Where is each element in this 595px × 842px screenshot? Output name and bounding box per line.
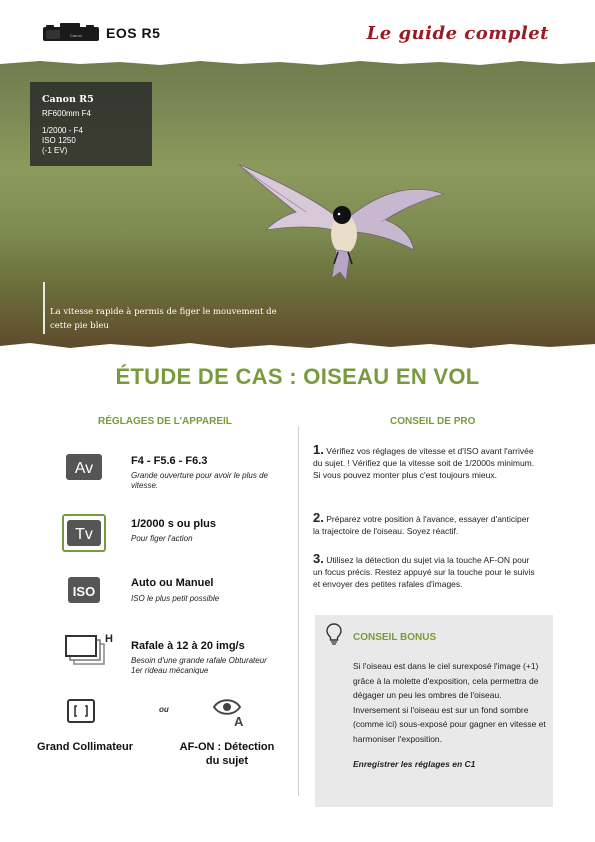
exif-line: 1/2000 - F4 <box>42 126 83 135</box>
page-title: ÉTUDE DE CAS : OISEAU EN VOL <box>115 364 480 389</box>
iso-icon <box>68 577 100 603</box>
av-mode-label: Av <box>74 460 94 477</box>
iso-label: ISO <box>72 584 96 599</box>
pro-tip-3 <box>313 553 535 590</box>
lightbulb-icon <box>326 623 342 645</box>
photo-caption: La vitesse rapide à permis de figer le mouvement de cette pie bleu <box>50 307 277 331</box>
tip-text: Utilisez la détection du sujet via la touche AF-ON pour un focus précis. Restez appuyé sur la touche pour le suivis et envoyer des petites rafales d'images. <box>313 555 535 589</box>
exif-line: (-1 EV) <box>42 146 68 155</box>
exif-line: ISO 1250 <box>42 136 76 145</box>
burst-high-label: H <box>105 633 113 645</box>
tip-number: 2. <box>313 510 324 525</box>
tip-number: 3. <box>313 551 324 566</box>
page-header <box>0 0 595 60</box>
bonus-text: Si l'oiseau est dans le ciel surexposé l'image (+1) grâce à la molette d'exposition, cela permettra de dégager un peu les ombres de l'oiseau. Inversement si l'oiseau est sur un fond sombre (comme ici) sous-exposé pour gagner en vitesse et harmoniser l'exposition. <box>353 661 546 744</box>
af-on-detection-label: AF-ON : Détection du sujet <box>179 741 275 767</box>
eye-af-icon <box>212 695 248 727</box>
tip-text: Préparez votre position à l'avance, essayer d'anticiper la trajectoire de l'oiseau. Soyez réactif. <box>313 514 530 536</box>
setting-aperture: F4 - F5.6 - F6.3 <box>131 455 208 467</box>
setting-shutter-note: Pour figer l'action <box>131 534 193 543</box>
af-frame-icon <box>67 699 95 723</box>
bonus-note: Enregistrer les réglages en C1 <box>353 759 476 769</box>
svg-text:Canon: Canon <box>70 33 82 38</box>
column-divider <box>298 426 299 796</box>
caption-bar <box>43 282 45 334</box>
lens-label: RF600mm F4 <box>42 109 91 118</box>
setting-burst: Rafale à 12 à 20 img/s <box>131 640 245 652</box>
brand-label: EOS R5 <box>106 25 161 41</box>
eye-af-label: A <box>234 714 244 727</box>
setting-aperture-note: Grande ouverture pour avoir le plus de vitesse. <box>131 471 268 490</box>
settings-heading: RÉGLAGES DE L'APPAREIL <box>98 416 232 427</box>
pro-tip-2 <box>313 512 535 537</box>
tip-text: Vérifiez vos réglages de vitesse et d'ISO avant l'arrivée du sujet. ! Vérifiez que la vitesse soit de 1/2000s minimum. Si vous pouvez monter plus c'est toujours mieux. <box>313 446 535 480</box>
setting-iso: Auto ou Manuel <box>131 577 214 589</box>
tip-number: 1. <box>313 442 324 457</box>
setting-shutter: 1/2000 s ou plus <box>131 518 216 530</box>
pro-tips-heading: CONSEIL DE PRO <box>390 416 476 427</box>
guide-title: Le guide complet <box>366 23 549 44</box>
camera-model: Canon R5 <box>42 94 94 105</box>
pro-tip-1 <box>313 444 535 481</box>
tv-mode-label: Tv <box>75 526 93 543</box>
bonus-title: CONSEIL BONUS <box>353 632 437 643</box>
setting-burst-note: Besoin d'une grande rafale Obturateur 1er rideau mécanique <box>131 656 267 675</box>
af-large-zone-label: Grand Collimateur <box>37 741 133 753</box>
or-label: ou <box>159 705 169 714</box>
tv-mode-icon <box>62 514 106 552</box>
setting-iso-note: ISO le plus petit possible <box>131 594 220 603</box>
av-mode-icon <box>66 454 102 480</box>
torn-edge-bottom <box>0 340 595 350</box>
burst-high-icon <box>64 632 114 668</box>
exif-panel <box>30 82 152 166</box>
camera-icon <box>42 22 100 42</box>
bird-illustration <box>236 160 446 290</box>
torn-edge-top <box>0 60 595 68</box>
